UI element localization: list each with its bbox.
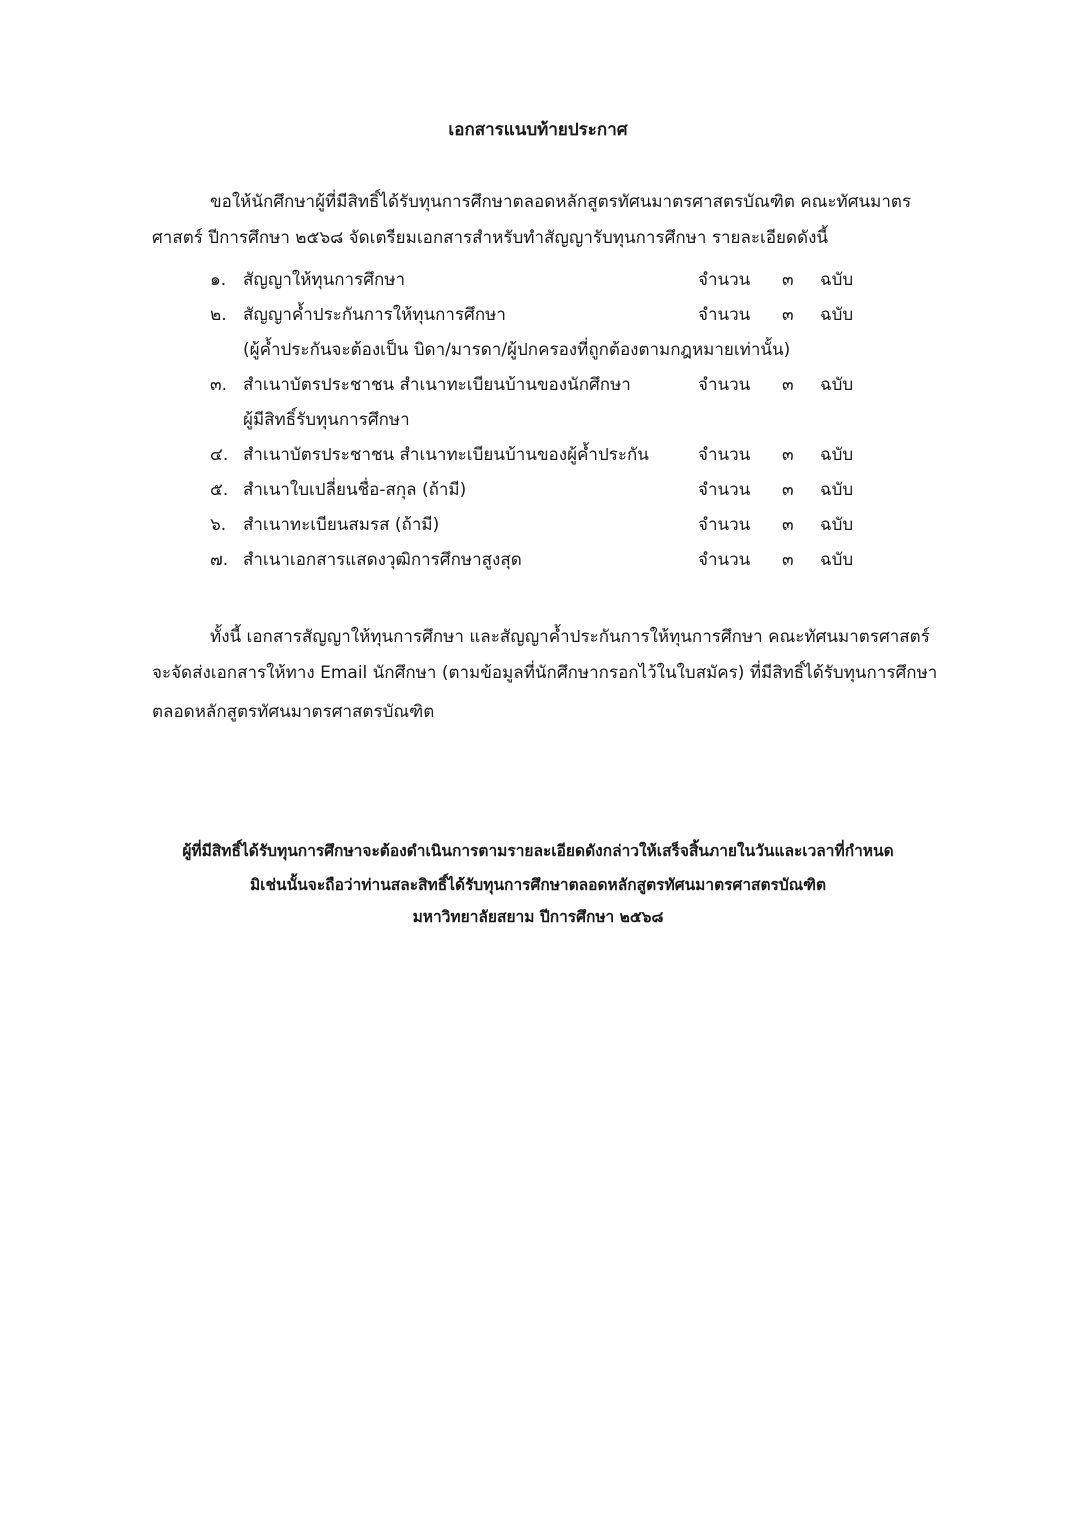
- item-quantity: ๓: [782, 375, 794, 395]
- list-item: [210, 441, 910, 476]
- item-number: ๖.: [210, 515, 227, 535]
- item-unit: ฉบับ: [820, 375, 854, 395]
- item-number: ๒.: [210, 305, 227, 325]
- item-quantity-label: จำนวน: [698, 515, 751, 535]
- list-item-note: [210, 336, 910, 371]
- item-text: สำเนาเอกสารแสดงวุฒิการศึกษาสูงสุด: [243, 550, 522, 570]
- closing-line-3: ตลอดหลักสูตรทัศนมาตรศาสตรบัณฑิต: [152, 702, 435, 722]
- item-text: สัญญาค้ำประกันการให้ทุนการศึกษา: [243, 305, 506, 325]
- item-quantity-label: จำนวน: [698, 270, 751, 290]
- item-quantity: ๓: [782, 305, 794, 325]
- list-item: [210, 301, 910, 336]
- item-quantity-label: จำนวน: [698, 445, 751, 465]
- list-item: [210, 546, 910, 581]
- intro-line-2: ศาสตร์ ปีการศึกษา ๒๕๖๘ จัดเตรียมเอกสารสำหรับทำสัญญารับทุนการศึกษา รายละเอียดดังนี้: [152, 228, 829, 248]
- list-item: [210, 371, 910, 406]
- item-number: ๔.: [210, 445, 229, 465]
- closing-line-2: จะจัดส่งเอกสารให้ทาง Email นักศึกษา (ตามข้อมูลที่นักศึกษากรอกไว้ในใบสมัคร) ที่มีสิทธิ์ได้รับทุนการศึกษา: [152, 663, 938, 683]
- item-quantity: ๓: [782, 445, 794, 465]
- item-unit: ฉบับ: [820, 515, 854, 535]
- footer-notice-line-3: มหาวิทยาลัยสยาม ปีการศึกษา ๒๕๖๘: [412, 908, 664, 926]
- closing-line-1: ทั้งนี้ เอกสารสัญญาให้ทุนการศึกษา และสัญญาค้ำประกันการให้ทุนการศึกษา คณะทัศนมาตรศาสตร์: [210, 627, 930, 647]
- item-quantity: ๓: [782, 480, 794, 500]
- item-unit: ฉบับ: [820, 480, 854, 500]
- list-item: [210, 266, 910, 301]
- item-quantity-label: จำนวน: [698, 550, 751, 570]
- document-title: เอกสารแนบท้ายประกาศ: [448, 120, 628, 140]
- item-unit: ฉบับ: [820, 550, 854, 570]
- item-number: ๕.: [210, 480, 229, 500]
- item-text: สำเนาบัตรประชาชน สำเนาทะเบียนบ้านของผู้ค้ำประกัน: [243, 445, 649, 465]
- list-item: [210, 511, 910, 546]
- footer-notice-line-1: ผู้ที่มีสิทธิ์ได้รับทุนการศึกษาจะต้องดำเนินการตามรายละเอียดดังกล่าวให้เสร็จสิ้นภายในวันและเวลาที่กำหนด: [182, 842, 894, 860]
- item-number: ๗.: [210, 550, 229, 570]
- item-quantity-label: จำนวน: [698, 480, 751, 500]
- item-number: ๓.: [210, 375, 228, 395]
- item-text: สำเนาใบเปลี่ยนชื่อ-สกุล (ถ้ามี): [243, 480, 467, 500]
- item-note-text: (ผู้ค้ำประกันจะต้องเป็น บิดา/มารดา/ผู้ปกครองที่ถูกต้องตามกฎหมายเท่านั้น): [243, 340, 791, 360]
- item-number: ๑.: [210, 270, 227, 290]
- item-quantity-label: จำนวน: [698, 305, 751, 325]
- item-note-text: ผู้มีสิทธิ์รับทุนการศึกษา: [243, 410, 410, 430]
- item-unit: ฉบับ: [820, 305, 854, 325]
- item-unit: ฉบับ: [820, 270, 854, 290]
- required-documents-list: [210, 266, 910, 581]
- item-quantity: ๓: [782, 515, 794, 535]
- item-text: สำเนาบัตรประชาชน สำเนาทะเบียนบ้านของนักศึกษา: [243, 375, 631, 395]
- item-quantity: ๓: [782, 270, 794, 290]
- item-quantity-label: จำนวน: [698, 375, 751, 395]
- item-quantity: ๓: [782, 550, 794, 570]
- item-text: สัญญาให้ทุนการศึกษา: [243, 270, 406, 290]
- item-unit: ฉบับ: [820, 445, 854, 465]
- intro-line-1: ขอให้นักศึกษาผู้ที่มีสิทธิ์ได้รับทุนการศึกษาตลอดหลักสูตรทัศนมาตรศาสตรบัณฑิต คณะทัศนมาตร: [210, 192, 912, 212]
- item-text: สำเนาทะเบียนสมรส (ถ้ามี): [243, 515, 440, 535]
- list-item: [210, 476, 910, 511]
- footer-notice-line-2: มิเช่นนั้นจะถือว่าท่านสละสิทธิ์ได้รับทุนการศึกษาตลอดหลักสูตรทัศนมาตรศาสตรบัณฑิต: [249, 876, 827, 894]
- list-item-note: [210, 406, 910, 441]
